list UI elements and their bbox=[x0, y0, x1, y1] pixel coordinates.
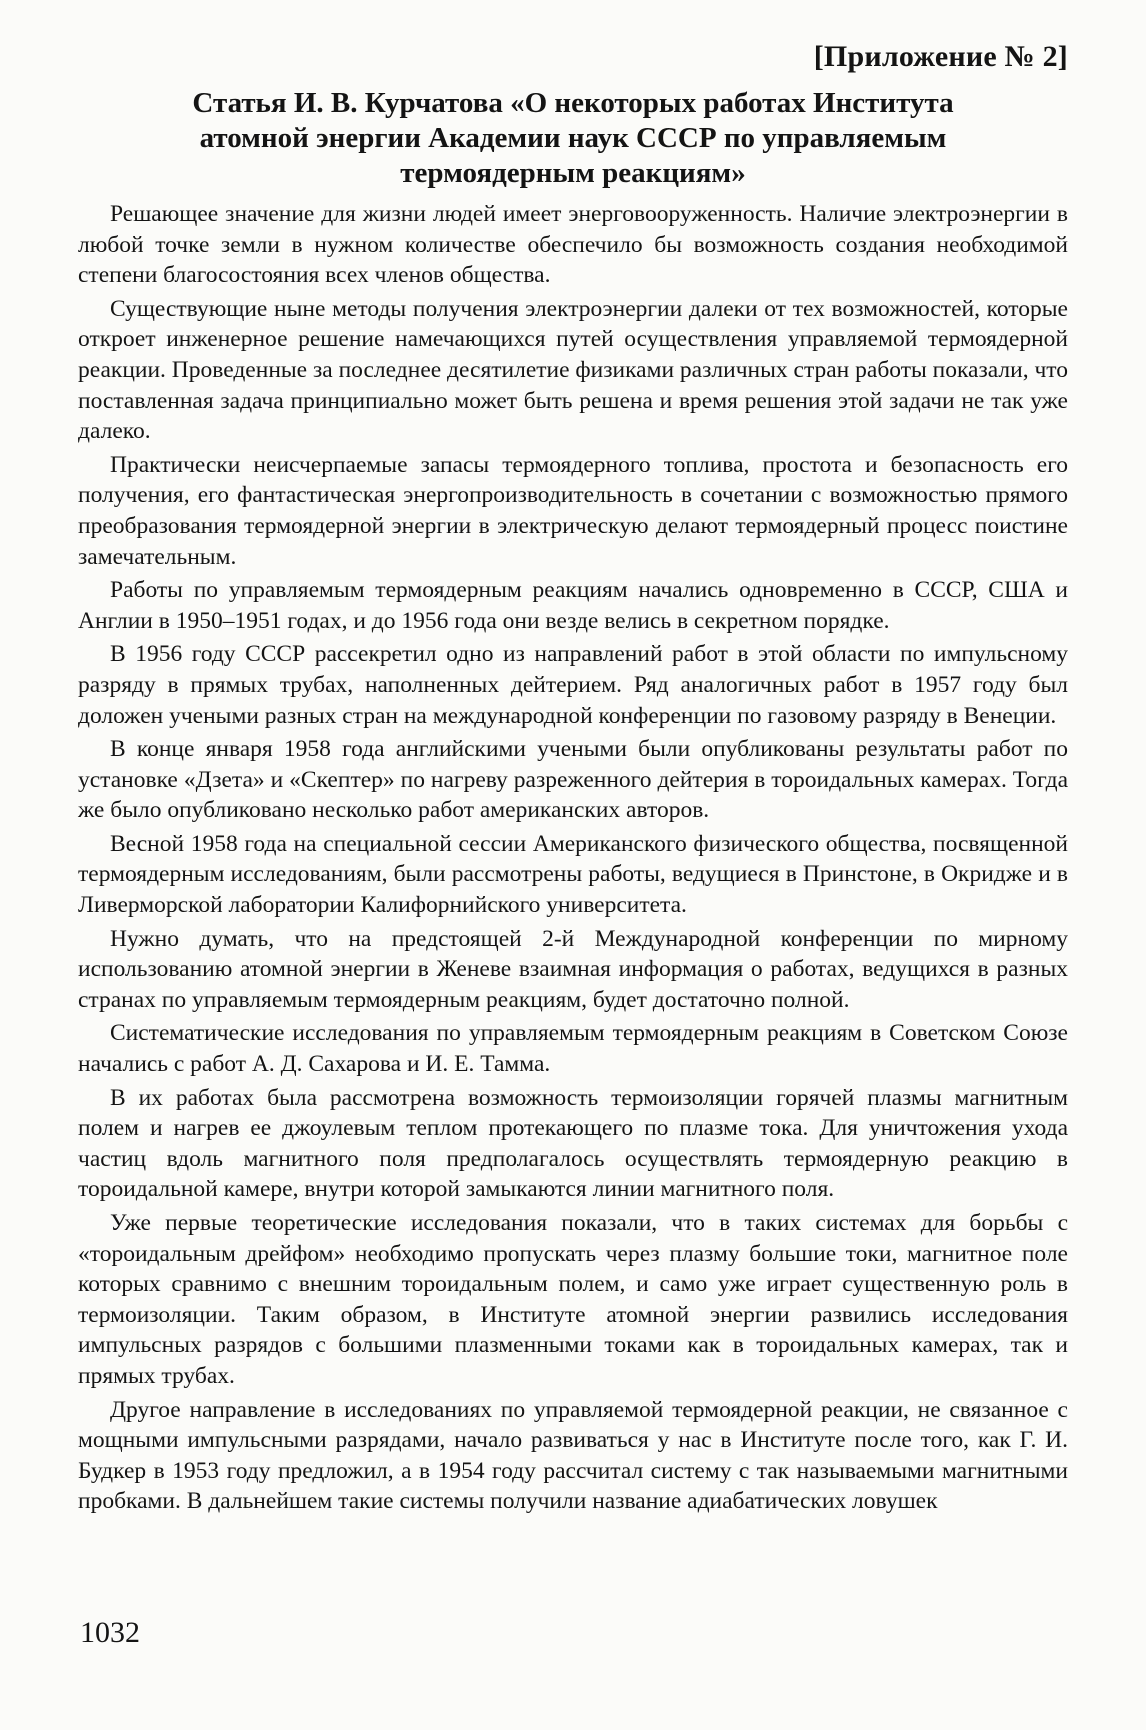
appendix-label: [Приложение № 2] bbox=[813, 40, 1068, 73]
paragraph: Практически неисчерпаемые запасы термоядерного топлива, простота и безопасность его получения, его фантастическая энергопроизводительность в сочетании с возможностью прямого преобразования термоядерной энергии в электрическую делают термоядерный процесс поистине замечательным. bbox=[78, 451, 1068, 570]
article-body bbox=[78, 199, 1068, 1520]
article-title bbox=[80, 86, 1066, 191]
paragraph: Существующие ныне методы получения электроэнергии далеки от тех возможностей, которые откроет инженерное решение намечающихся путей осуществления управляемой термоядерной реакции. Проведенные за последнее десятилетие физиками различных стран работы показали, что поставленная задача принципиально может быть решена и время решения этой задачи не так уже далеко. bbox=[78, 295, 1068, 445]
title-line: атомной энергии Академии наук СССР по управляемым bbox=[199, 122, 947, 154]
title-line: Статья И. В. Курчатова «О некоторых работах Института bbox=[192, 87, 954, 119]
paragraph: Нужно думать, что на предстоящей 2-й Международной конференции по мирному использованию атомной энергии в Женеве взаимная информация о работах, ведущихся в разных странах по управляемым термоядерным реакциям, будет достаточно полной. bbox=[78, 925, 1068, 1013]
paragraph: Систематические исследования по управляемым термоядерным реакциям в Советском Союзе начались с работ А. Д. Сахарова и И. Е. Тамма. bbox=[78, 1020, 1068, 1078]
paragraph: Другое направление в исследованиях по управляемой термоядерной реакции, не связанное с мощными импульсными разрядами, начало развиваться у нас в Институте после того, как Г. И. Будкер в 1953 году предложил, а в 1954 году рассчитал систему с так называемыми магнитными пробками. В дальнейшем такие системы получили название адиабатических ловушек bbox=[78, 1396, 1068, 1515]
title-line: термоядерным реакциям» bbox=[400, 157, 746, 189]
paragraph: Работы по управляемым термоядерным реакциям начались одновременно в СССР, США и Англии в 1950–1951 годах, и до 1956 года они везде велись в секретном порядке. bbox=[78, 577, 1068, 634]
paragraph: Решающее значение для жизни людей имеет энерговооруженность. Наличие электроэнергии в любой точке земли в нужном количестве обеспечило бы возможность создания необходимой степени благосостояния всех членов общества. bbox=[78, 201, 1068, 289]
paragraph: Весной 1958 года на специальной сессии Американского физического общества, посвященной термоядерным исследованиям, были рассмотрены работы, ведущиеся в Принстоне, в Окридже и в Ливерморской лаборатории Калифорнийского университета. bbox=[78, 830, 1068, 919]
page-number: 1032 bbox=[80, 1616, 140, 1649]
paragraph: В их работах была рассмотрена возможность термоизоляции горячей плазмы магнитным полем и нагрев ее джоулевым теплом протекающего по плазме тока. Для уничтожения ухода частиц вдоль магнитного поля предполагалось осуществлять термоядерную реакцию в тороидальной камере, внутри которой замыкаются линии магнитного поля. bbox=[78, 1084, 1068, 1203]
paragraph: В конце января 1958 года английскими учеными были опубликованы результаты работ по установке «Дзета» и «Скептер» по нагреву разреженного дейтерия в тороидальных камерах. Тогда же было опубликовано несколько работ американских авторов. bbox=[78, 736, 1068, 824]
paragraph: Уже первые теоретические исследования показали, что в таких системах для борьбы с «тороидальным дрейфом» необходимо пропускать через плазму большие токи, магнитное поле которых сравнимо с внешним тороидальным полем, и само уже играет существенную роль в термоизоляции. Таким образом, в Институте атомной энергии развились исследования импульсных разрядов с большими плазменными токами как в тороидальных камерах, так и прямых трубах. bbox=[78, 1210, 1068, 1389]
paragraph: В 1956 году СССР рассекретил одно из направлений работ в этой области по импульсному разряду в прямых трубах, наполненных дейтерием. Ряд аналогичных работ в 1957 году был доложен учеными разных стран на международной конференции по газовому разряду в Венеции. bbox=[78, 641, 1068, 729]
